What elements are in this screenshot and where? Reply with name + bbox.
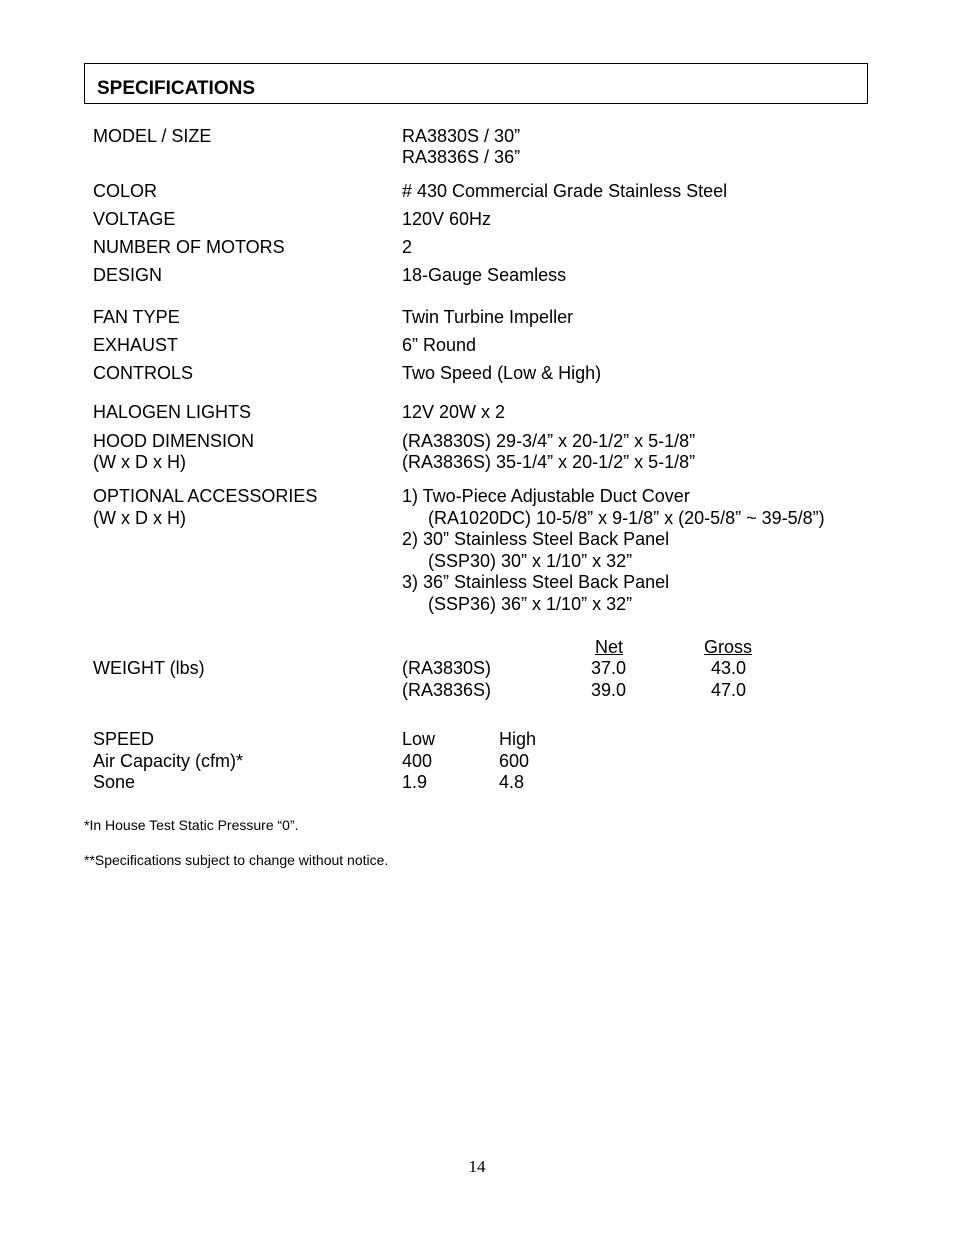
hood-dimension-value-1: (RA3830S) 29-3/4” x 20-1/2” x 5-1/8”	[402, 431, 696, 451]
air-capacity-low: 400	[402, 751, 433, 771]
voltage-label: VOLTAGE	[93, 209, 176, 229]
weight-gross-1: 43.0	[711, 658, 747, 678]
design-label: DESIGN	[93, 265, 163, 285]
speed-label: SPEED	[93, 729, 155, 749]
speed-low-header: Low	[402, 729, 436, 749]
accessory-3-title: 3) 36” Stainless Steel Back Panel	[402, 572, 670, 592]
footnote-static-pressure: *In House Test Static Pressure “0”.	[84, 817, 299, 833]
weight-label: WEIGHT (lbs)	[93, 658, 205, 678]
footnote-specifications-change: **Specifications subject to change without notice.	[84, 852, 389, 868]
model-size-value-2: RA3836S / 36”	[402, 147, 521, 167]
fan-type-label: FAN TYPE	[93, 307, 180, 327]
design-value: 18-Gauge Seamless	[402, 265, 567, 285]
weight-gross-header: Gross	[704, 637, 753, 657]
sone-label: Sone	[93, 772, 136, 792]
weight-net-1: 37.0	[591, 658, 627, 678]
sone-low: 1.9	[402, 772, 428, 792]
halogen-lights-value: 12V 20W x 2	[402, 402, 506, 422]
accessory-3-detail: (SSP36) 36” x 1/10” x 32”	[428, 594, 633, 614]
hood-dimension-sublabel: (W x D x H)	[93, 452, 186, 472]
hood-dimension-label: HOOD DIMENSION	[93, 431, 255, 451]
weight-model-1: (RA3830S)	[402, 658, 492, 678]
accessory-1-title: 1) Two-Piece Adjustable Duct Cover	[402, 486, 690, 506]
weight-gross-2: 47.0	[711, 680, 747, 700]
page-title: SPECIFICATIONS	[97, 78, 255, 99]
model-size-value-1: RA3830S / 30”	[402, 126, 521, 146]
accessory-1-detail: (RA1020DC) 10-5/8” x 9-1/8” x (20-5/8” ~ 39-5/8”)	[428, 508, 825, 528]
air-capacity-high: 600	[499, 751, 530, 771]
controls-value: Two Speed (Low & High)	[402, 363, 602, 383]
motors-label: NUMBER OF MOTORS	[93, 237, 285, 257]
weight-net-header: Net	[595, 637, 624, 657]
page-number: 14	[468, 1157, 486, 1176]
color-label: COLOR	[93, 181, 158, 201]
speed-high-header: High	[499, 729, 537, 749]
controls-label: CONTROLS	[93, 363, 194, 383]
voltage-value: 120V 60Hz	[402, 209, 492, 229]
weight-model-2: (RA3836S)	[402, 680, 492, 700]
exhaust-label: EXHAUST	[93, 335, 179, 355]
sone-high: 4.8	[499, 772, 525, 792]
weight-net-2: 39.0	[591, 680, 627, 700]
fan-type-value: Twin Turbine Impeller	[402, 307, 574, 327]
accessory-2-title: 2) 30” Stainless Steel Back Panel	[402, 529, 670, 549]
hood-dimension-value-2: (RA3836S) 35-1/4” x 20-1/2” x 5-1/8”	[402, 452, 696, 472]
specifications-header-box	[84, 63, 868, 104]
color-value: # 430 Commercial Grade Stainless Steel	[402, 181, 728, 201]
air-capacity-label: Air Capacity (cfm)*	[93, 751, 244, 771]
halogen-lights-label: HALOGEN LIGHTS	[93, 402, 252, 422]
optional-accessories-sublabel: (W x D x H)	[93, 508, 186, 528]
exhaust-value: 6” Round	[402, 335, 477, 355]
model-size-label: MODEL / SIZE	[93, 126, 212, 146]
optional-accessories-label: OPTIONAL ACCESSORIES	[93, 486, 318, 506]
motors-value: 2	[402, 237, 413, 257]
accessory-2-detail: (SSP30) 30” x 1/10” x 32”	[428, 551, 633, 571]
